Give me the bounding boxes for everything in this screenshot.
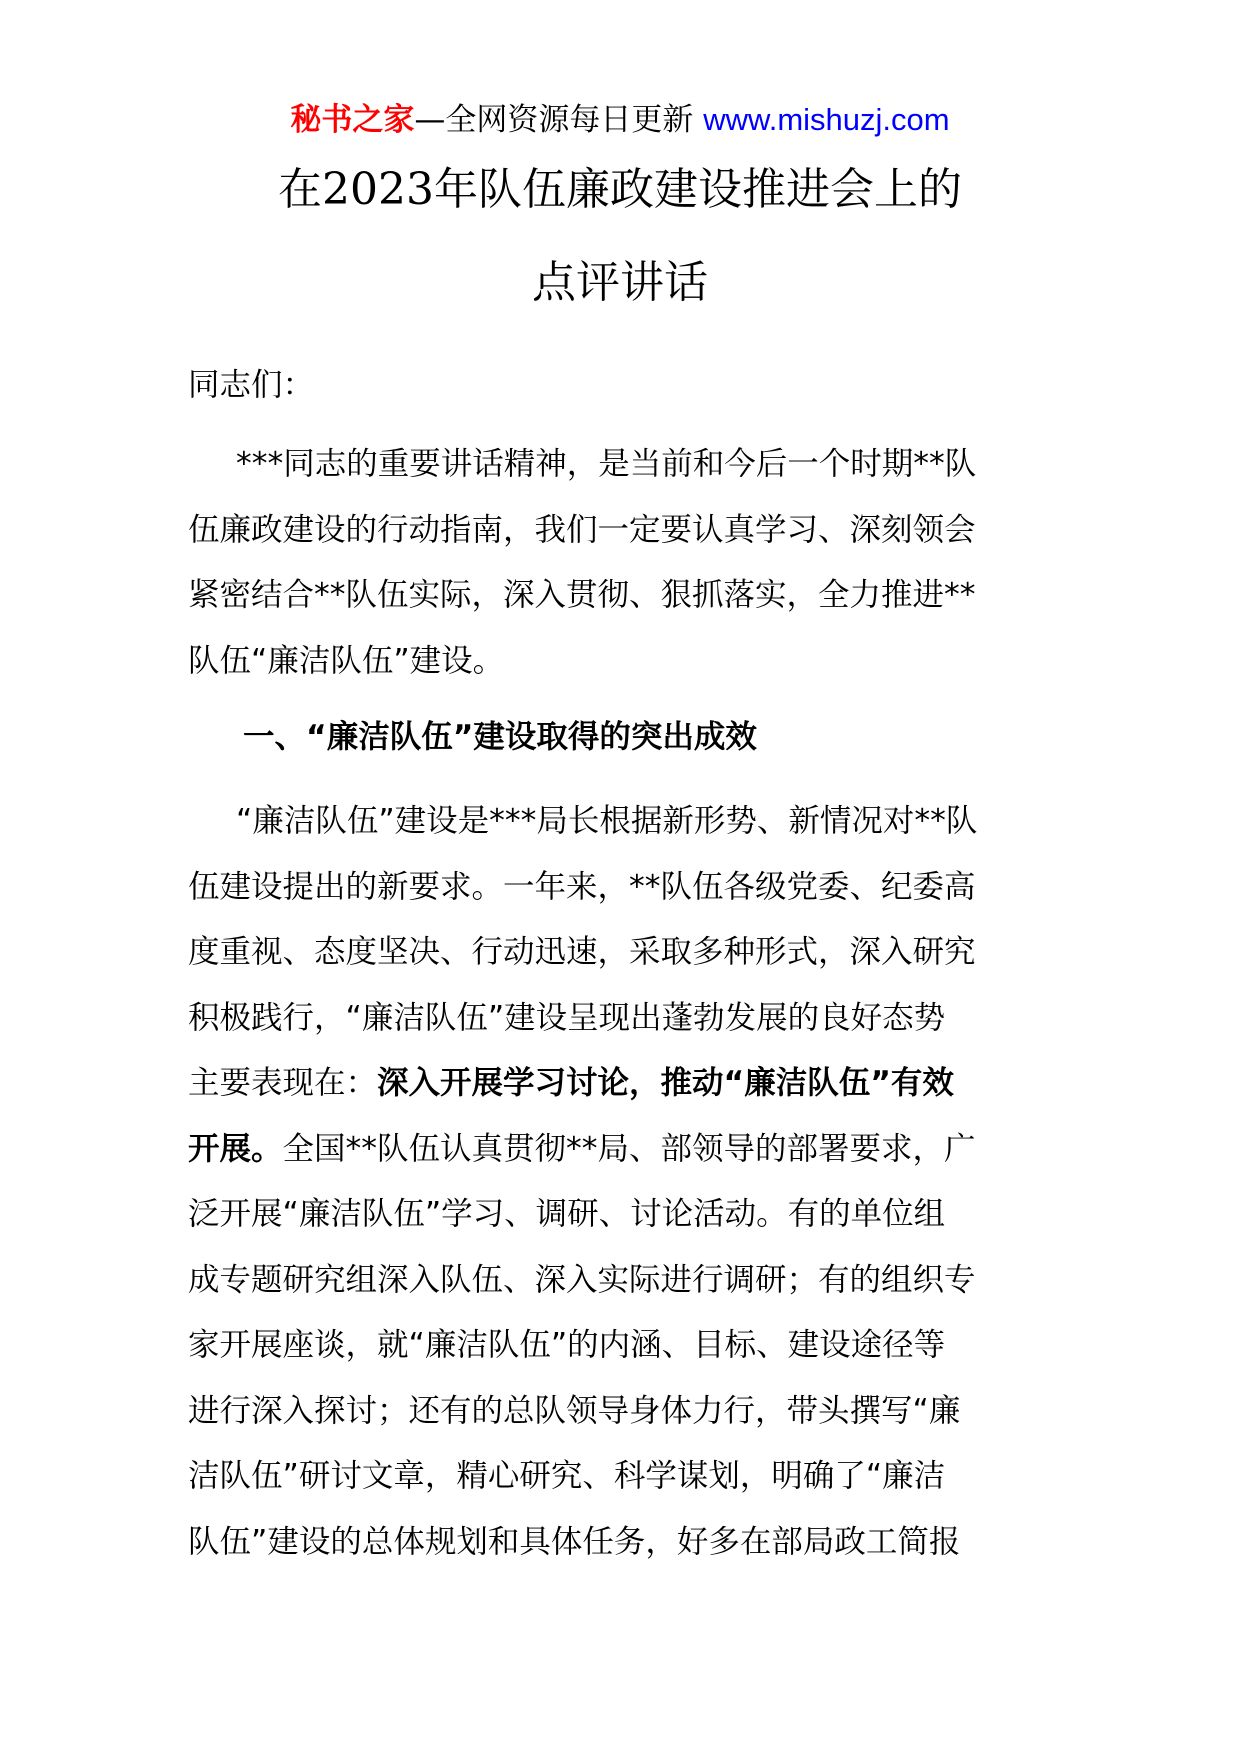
site-header bbox=[0, 100, 1240, 140]
brand-name: 秘书之家 bbox=[290, 102, 415, 138]
paragraph-line: 成专题研究组深入队伍、深入实际进行调研；有的组织专 bbox=[188, 1261, 976, 1298]
paragraph-text: 主要表现在： bbox=[188, 1065, 378, 1101]
paragraph-line: 洁队伍”研讨文章，精心研究、科学谋划，明确了“廉洁 bbox=[188, 1458, 946, 1494]
document-title-line-2: 点评讲话 bbox=[532, 257, 708, 308]
site-url-link[interactable]: www.mishuzj.com bbox=[703, 102, 950, 137]
paragraph-text: 全国**队伍认真贯彻**局、部领导的部署要求，广 bbox=[282, 1130, 976, 1167]
paragraph-line: 队伍”建设的总体规划和具体任务，好多在部局政工简报 bbox=[188, 1523, 961, 1560]
paragraph-line bbox=[188, 1051, 1060, 1117]
paragraph-line: 紧密结合**队伍实际，深入贯彻、狠抓落实，全力推进** bbox=[188, 577, 976, 613]
paragraph-2 bbox=[188, 789, 1060, 1575]
paragraph-line: 进行深入探讨；还有的总队领导身体力行，带头撰写“廉 bbox=[188, 1392, 961, 1429]
paragraph-line: 积极践行，“廉洁队伍”建设呈现出蓬勃发展的良好态势 bbox=[188, 999, 946, 1036]
bold-subheading: 深入开展学习讨论，推动“廉洁队伍”有效 bbox=[377, 1065, 954, 1101]
header-tagline: —全网资源每日更新 bbox=[414, 102, 704, 138]
paragraph-line: 泛开展“廉洁队伍”学习、调研、讨论活动。有的单位组 bbox=[188, 1196, 946, 1232]
section-heading-1: 一、“廉洁队伍”建设取得的突出成效 bbox=[243, 719, 757, 755]
paragraph-line: 伍廉政建设的行动指南，我们一定要认真学习、深刻领会 bbox=[188, 511, 976, 548]
document-title-line-1: 在2023年队伍廉政建设推进会上的 bbox=[278, 164, 962, 215]
paragraph-1 bbox=[188, 432, 1060, 694]
greeting-text: 同志们： bbox=[188, 367, 315, 403]
paragraph-line: “廉洁队伍”建设是***局长根据新形势、新情况对**队 bbox=[236, 803, 978, 839]
greeting bbox=[188, 353, 1060, 419]
paragraph-line bbox=[188, 1117, 1060, 1183]
paragraph-line: 度重视、态度坚决、行动迅速，采取多种形式，深入研究 bbox=[188, 934, 976, 970]
paragraph-line: 伍建设提出的新要求。一年来，**队伍各级党委、纪委高 bbox=[188, 868, 976, 905]
paragraph-line: 家开展座谈，就“廉洁队伍”的内涵、目标、建设途径等 bbox=[188, 1327, 946, 1363]
bold-subheading-end: 开展。 bbox=[188, 1130, 283, 1167]
paragraph-line: 队伍“廉洁队伍”建设。 bbox=[188, 642, 505, 679]
paragraph-line: ***同志的重要讲话精神，是当前和今后一个时期**队 bbox=[236, 446, 977, 482]
